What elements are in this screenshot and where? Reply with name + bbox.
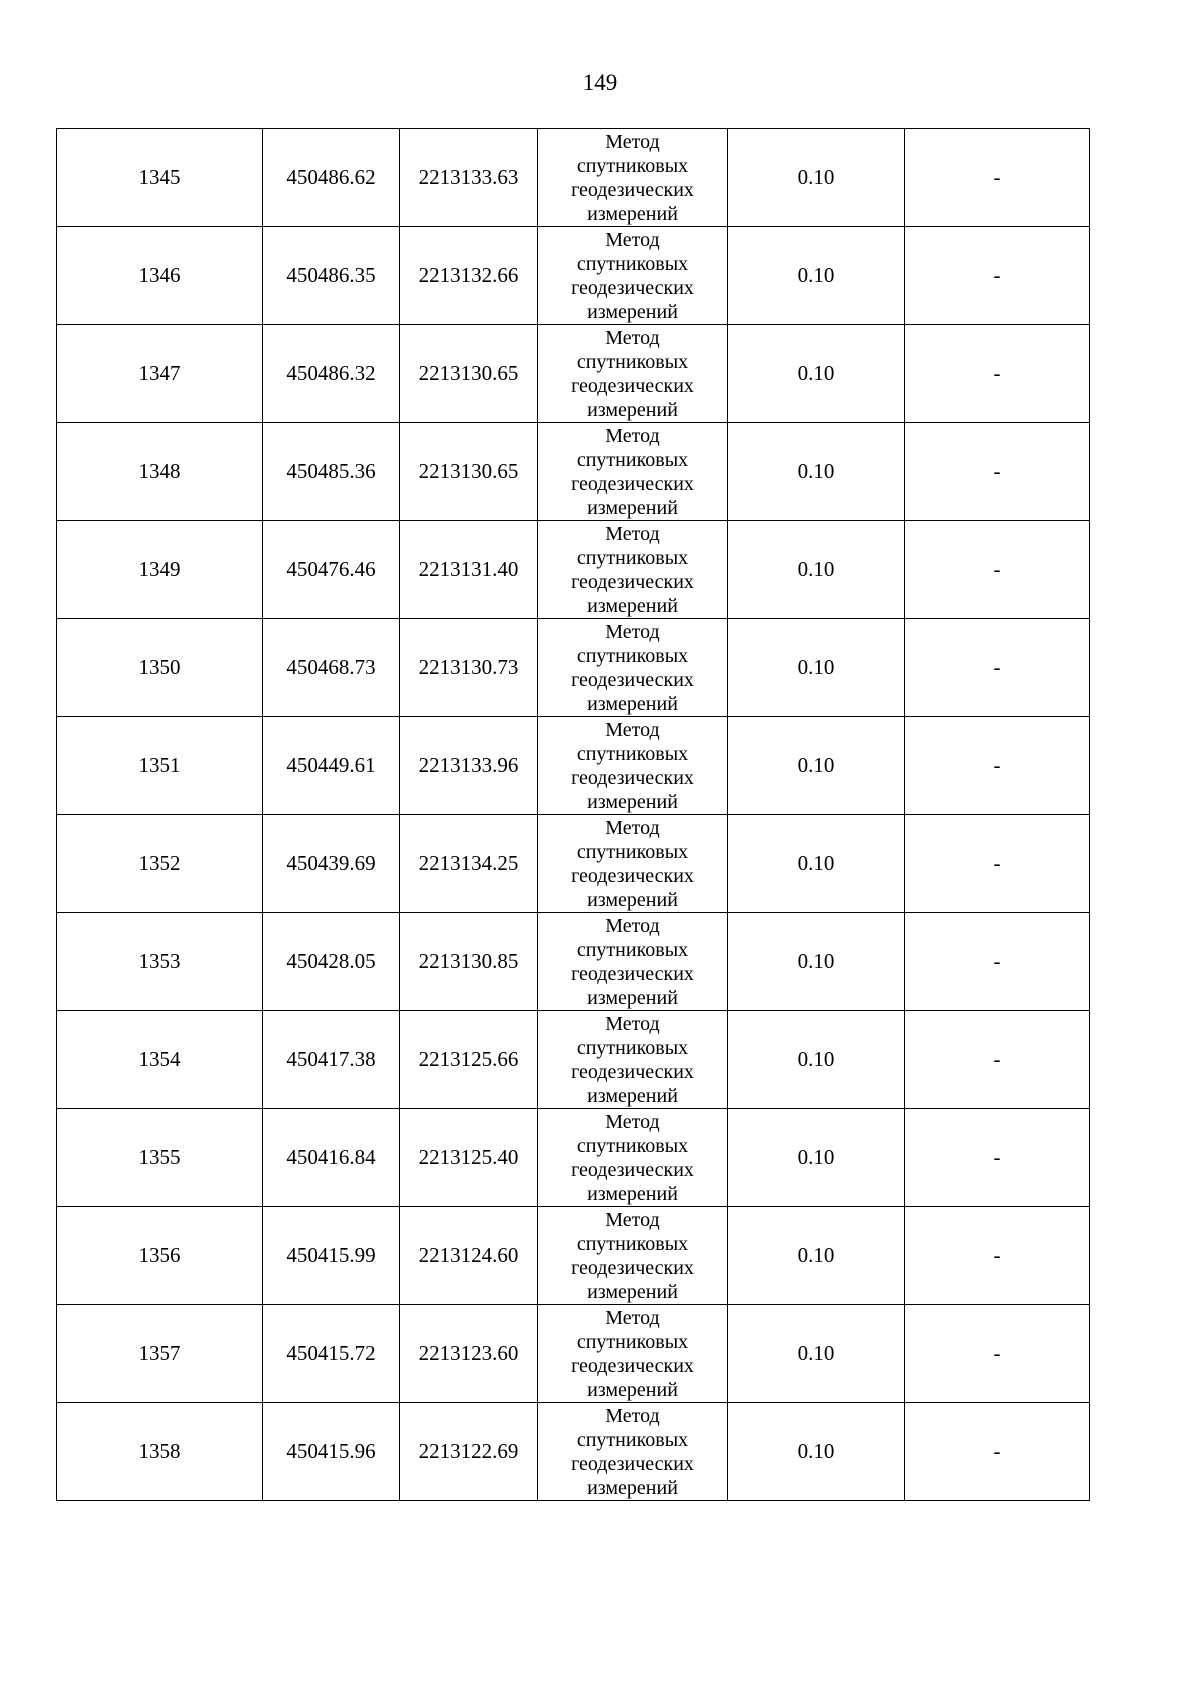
method-line: Метод — [605, 620, 660, 643]
method-line: Метод — [605, 1012, 660, 1035]
method-line: измерений — [587, 986, 678, 1009]
x-coordinate-cell: 450476.46 — [263, 521, 400, 619]
page-number: 149 — [582, 70, 618, 95]
method-cell — [538, 619, 728, 717]
coordinates-table — [56, 128, 1090, 1501]
y-coordinate-cell: 2213124.60 — [400, 1207, 538, 1305]
method-cell — [538, 1011, 728, 1109]
method-line: спутниковых — [576, 154, 689, 177]
table-row — [57, 129, 1090, 227]
x-coordinate-cell: 450468.73 — [263, 619, 400, 717]
note-cell: - — [905, 423, 1090, 521]
method-line: измерений — [587, 496, 678, 519]
method-line: геодезических — [571, 472, 694, 495]
accuracy-cell: 0.10 — [728, 1109, 905, 1207]
method-line: Метод — [605, 1404, 660, 1427]
accuracy-cell: 0.10 — [728, 129, 905, 227]
method-cell — [538, 1207, 728, 1305]
method-line: геодезических — [571, 178, 694, 201]
method-line: геодезических — [571, 570, 694, 593]
table-row — [57, 619, 1090, 717]
method-line: спутниковых — [576, 742, 689, 765]
method-line: спутниковых — [576, 1036, 689, 1059]
method-line: спутниковых — [576, 1134, 689, 1157]
method-line: геодезических — [571, 766, 694, 789]
point-number-cell: 1354 — [57, 1011, 263, 1109]
point-number-cell: 1353 — [57, 913, 263, 1011]
method-line: геодезических — [571, 374, 694, 397]
accuracy-cell: 0.10 — [728, 717, 905, 815]
method-line: спутниковых — [576, 644, 689, 667]
method-cell — [538, 1305, 728, 1403]
accuracy-cell: 0.10 — [728, 423, 905, 521]
y-coordinate-cell: 2213130.85 — [400, 913, 538, 1011]
point-number-cell: 1358 — [57, 1403, 263, 1501]
y-coordinate-cell: 2213133.96 — [400, 717, 538, 815]
y-coordinate-cell: 2213130.65 — [400, 325, 538, 423]
method-line: спутниковых — [576, 546, 689, 569]
method-cell — [538, 227, 728, 325]
point-number-cell: 1346 — [57, 227, 263, 325]
method-line: Метод — [605, 522, 660, 545]
method-cell — [538, 1403, 728, 1501]
method-cell — [538, 325, 728, 423]
method-line: Метод — [605, 130, 660, 153]
method-line: измерений — [587, 790, 678, 813]
point-number-cell: 1349 — [57, 521, 263, 619]
y-coordinate-cell: 2213130.73 — [400, 619, 538, 717]
note-cell: - — [905, 717, 1090, 815]
method-line: спутниковых — [576, 840, 689, 863]
table-row — [57, 913, 1090, 1011]
method-cell — [538, 129, 728, 227]
method-line: спутниковых — [576, 1330, 689, 1353]
x-coordinate-cell: 450486.32 — [263, 325, 400, 423]
y-coordinate-cell: 2213134.25 — [400, 815, 538, 913]
method-line: геодезических — [571, 1452, 694, 1475]
method-line: измерений — [587, 300, 678, 323]
method-line: геодезических — [571, 1354, 694, 1377]
method-line: измерений — [587, 692, 678, 715]
method-line: Метод — [605, 816, 660, 839]
point-number-cell: 1351 — [57, 717, 263, 815]
point-number-cell: 1345 — [57, 129, 263, 227]
y-coordinate-cell: 2213133.63 — [400, 129, 538, 227]
point-number-cell: 1347 — [57, 325, 263, 423]
method-line: Метод — [605, 1306, 660, 1329]
note-cell: - — [905, 227, 1090, 325]
table-row — [57, 815, 1090, 913]
y-coordinate-cell: 2213130.65 — [400, 423, 538, 521]
table-body — [57, 129, 1090, 1501]
table-row — [57, 1305, 1090, 1403]
note-cell: - — [905, 815, 1090, 913]
note-cell: - — [905, 1109, 1090, 1207]
x-coordinate-cell: 450486.62 — [263, 129, 400, 227]
x-coordinate-cell: 450417.38 — [263, 1011, 400, 1109]
note-cell: - — [905, 1207, 1090, 1305]
table-row — [57, 1207, 1090, 1305]
note-cell: - — [905, 129, 1090, 227]
accuracy-cell: 0.10 — [728, 521, 905, 619]
accuracy-cell: 0.10 — [728, 325, 905, 423]
table-row — [57, 717, 1090, 815]
point-number-cell: 1352 — [57, 815, 263, 913]
method-line: геодезических — [571, 962, 694, 985]
x-coordinate-cell: 450415.72 — [263, 1305, 400, 1403]
method-cell — [538, 423, 728, 521]
point-number-cell: 1350 — [57, 619, 263, 717]
method-line: Метод — [605, 424, 660, 447]
method-cell — [538, 815, 728, 913]
method-line: геодезических — [571, 1060, 694, 1083]
point-number-cell: 1356 — [57, 1207, 263, 1305]
method-line: геодезических — [571, 668, 694, 691]
method-line: Метод — [605, 718, 660, 741]
method-line: геодезических — [571, 1158, 694, 1181]
note-cell: - — [905, 1011, 1090, 1109]
method-line: Метод — [605, 1208, 660, 1231]
method-line: измерений — [587, 1182, 678, 1205]
accuracy-cell: 0.10 — [728, 913, 905, 1011]
accuracy-cell: 0.10 — [728, 1305, 905, 1403]
method-line: Метод — [605, 1110, 660, 1133]
accuracy-cell: 0.10 — [728, 619, 905, 717]
table-row — [57, 521, 1090, 619]
method-line: спутниковых — [576, 350, 689, 373]
x-coordinate-cell: 450439.69 — [263, 815, 400, 913]
method-line: геодезических — [571, 276, 694, 299]
note-cell: - — [905, 619, 1090, 717]
note-cell: - — [905, 521, 1090, 619]
method-line: спутниковых — [576, 1428, 689, 1451]
accuracy-cell: 0.10 — [728, 1403, 905, 1501]
method-line: Метод — [605, 914, 660, 937]
method-line: спутниковых — [576, 252, 689, 275]
table-row — [57, 227, 1090, 325]
method-line: измерений — [587, 594, 678, 617]
method-line: Метод — [605, 326, 660, 349]
y-coordinate-cell: 2213122.69 — [400, 1403, 538, 1501]
table-row — [57, 325, 1090, 423]
note-cell: - — [905, 1305, 1090, 1403]
point-number-cell: 1355 — [57, 1109, 263, 1207]
method-line: геодезических — [571, 1256, 694, 1279]
y-coordinate-cell: 2213125.66 — [400, 1011, 538, 1109]
accuracy-cell: 0.10 — [728, 815, 905, 913]
x-coordinate-cell: 450416.84 — [263, 1109, 400, 1207]
x-coordinate-cell: 450449.61 — [263, 717, 400, 815]
method-line: измерений — [587, 1280, 678, 1303]
method-line: спутниковых — [576, 1232, 689, 1255]
method-line: спутниковых — [576, 448, 689, 471]
table-row — [57, 1011, 1090, 1109]
accuracy-cell: 0.10 — [728, 1011, 905, 1109]
x-coordinate-cell: 450415.99 — [263, 1207, 400, 1305]
note-cell: - — [905, 1403, 1090, 1501]
table-row — [57, 423, 1090, 521]
method-line: спутниковых — [576, 938, 689, 961]
y-coordinate-cell: 2213131.40 — [400, 521, 538, 619]
method-line: измерений — [587, 1476, 678, 1499]
y-coordinate-cell: 2213123.60 — [400, 1305, 538, 1403]
y-coordinate-cell: 2213125.40 — [400, 1109, 538, 1207]
method-line: измерений — [587, 1084, 678, 1107]
table-row — [57, 1109, 1090, 1207]
method-line: измерений — [587, 1378, 678, 1401]
method-line: измерений — [587, 888, 678, 911]
x-coordinate-cell: 450485.36 — [263, 423, 400, 521]
method-cell — [538, 913, 728, 1011]
accuracy-cell: 0.10 — [728, 1207, 905, 1305]
method-cell — [538, 717, 728, 815]
note-cell: - — [905, 913, 1090, 1011]
note-cell: - — [905, 325, 1090, 423]
method-line: геодезических — [571, 864, 694, 887]
method-line: измерений — [587, 202, 678, 225]
method-cell — [538, 1109, 728, 1207]
method-line: Метод — [605, 228, 660, 251]
table-row — [57, 1403, 1090, 1501]
x-coordinate-cell: 450415.96 — [263, 1403, 400, 1501]
x-coordinate-cell: 450428.05 — [263, 913, 400, 1011]
method-line: измерений — [587, 398, 678, 421]
method-cell — [538, 521, 728, 619]
point-number-cell: 1357 — [57, 1305, 263, 1403]
y-coordinate-cell: 2213132.66 — [400, 227, 538, 325]
point-number-cell: 1348 — [57, 423, 263, 521]
accuracy-cell: 0.10 — [728, 227, 905, 325]
x-coordinate-cell: 450486.35 — [263, 227, 400, 325]
